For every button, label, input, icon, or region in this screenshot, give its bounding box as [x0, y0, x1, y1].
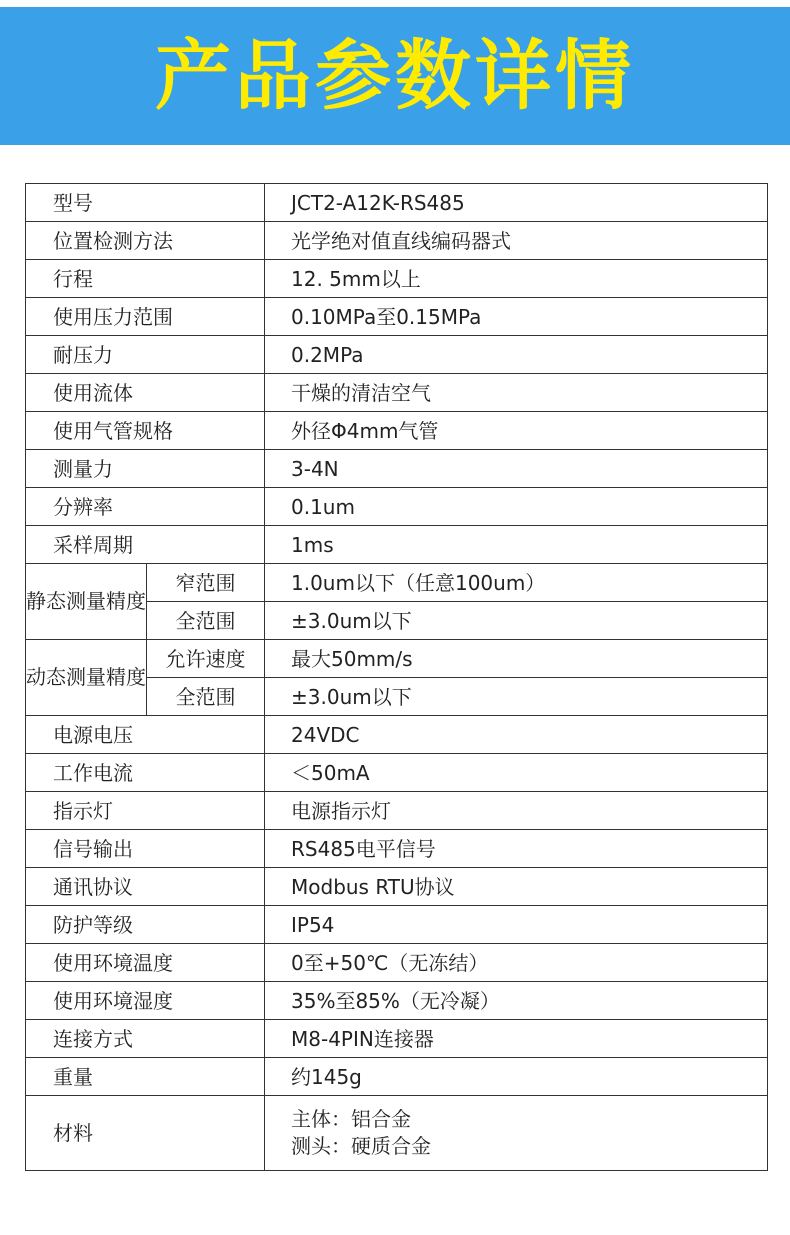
- spec-value: 最大50mm/s: [265, 640, 768, 678]
- table-row: [26, 792, 768, 830]
- table-row: [26, 716, 768, 754]
- spec-value: 光学绝对值直线编码器式: [265, 222, 768, 260]
- spec-sub-label: 窄范围: [147, 564, 265, 602]
- table-row: [26, 526, 768, 564]
- spec-label: 使用环境温度: [26, 944, 265, 982]
- table-row: [26, 564, 768, 602]
- table-row: [26, 260, 768, 298]
- spec-group-label: 静态测量精度: [26, 564, 147, 640]
- spec-label: 采样周期: [26, 526, 265, 564]
- spec-label: 材料: [26, 1096, 265, 1171]
- spec-table: [25, 183, 768, 1171]
- spec-value: 0.10MPa至0.15MPa: [265, 298, 768, 336]
- spec-label: 使用流体: [26, 374, 265, 412]
- spec-value: Modbus RTU协议: [265, 868, 768, 906]
- table-row: [26, 222, 768, 260]
- spec-label: 信号输出: [26, 830, 265, 868]
- spec-label: 使用环境湿度: [26, 982, 265, 1020]
- spec-sub-label: 全范围: [147, 602, 265, 640]
- spec-value: 0.1um: [265, 488, 768, 526]
- table-row: [26, 184, 768, 222]
- spec-value: 1ms: [265, 526, 768, 564]
- spec-label: 连接方式: [26, 1020, 265, 1058]
- spec-label: 通讯协议: [26, 868, 265, 906]
- spec-sub-label: 全范围: [147, 678, 265, 716]
- material-line: 测头：硬质合金: [291, 1134, 431, 1158]
- table-row: [26, 944, 768, 982]
- spec-label: 测量力: [26, 450, 265, 488]
- spec-label: 重量: [26, 1058, 265, 1096]
- spec-value: 外径Φ4mm气管: [265, 412, 768, 450]
- spec-label: 耐压力: [26, 336, 265, 374]
- spec-value: JCT2-A12K-RS485: [265, 184, 768, 222]
- spec-label: 分辨率: [26, 488, 265, 526]
- table-row: [26, 982, 768, 1020]
- header-banner: [0, 7, 790, 145]
- spec-sub-label: 允许速度: [147, 640, 265, 678]
- spec-value: ＜50mA: [265, 754, 768, 792]
- spec-label: 使用气管规格: [26, 412, 265, 450]
- table-row: [26, 412, 768, 450]
- table-row: [26, 754, 768, 792]
- table-row: [26, 1096, 768, 1171]
- table-row: [26, 374, 768, 412]
- spec-label: 使用压力范围: [26, 298, 265, 336]
- spec-value: RS485电平信号: [265, 830, 768, 868]
- table-row: [26, 868, 768, 906]
- spec-label: 工作电流: [26, 754, 265, 792]
- spec-value: [265, 1096, 768, 1171]
- spec-value: IP54: [265, 906, 768, 944]
- spec-label: 行程: [26, 260, 265, 298]
- table-row: [26, 1058, 768, 1096]
- spec-value: 干燥的清洁空气: [265, 374, 768, 412]
- table-row: [26, 640, 768, 678]
- material-line: 主体：铝合金: [291, 1107, 411, 1131]
- spec-value: 35%至85%（无冷凝）: [265, 982, 768, 1020]
- spec-value: 0至+50℃（无冻结）: [265, 944, 768, 982]
- spec-label: 防护等级: [26, 906, 265, 944]
- spec-group-label: 动态测量精度: [26, 640, 147, 716]
- spec-label: 指示灯: [26, 792, 265, 830]
- table-row: [26, 450, 768, 488]
- spec-label: 位置检测方法: [26, 222, 265, 260]
- spec-label: 电源电压: [26, 716, 265, 754]
- page-title: 产品参数详情: [155, 31, 635, 120]
- table-row: [26, 830, 768, 868]
- spec-value: ±3.0um以下: [265, 602, 768, 640]
- spec-value: 0.2MPa: [265, 336, 768, 374]
- table-row: [26, 488, 768, 526]
- spec-value: 约145g: [265, 1058, 768, 1096]
- spec-value: 3-4N: [265, 450, 768, 488]
- table-row: [26, 906, 768, 944]
- spec-value: 24VDC: [265, 716, 768, 754]
- table-row: [26, 1020, 768, 1058]
- spec-label: 型号: [26, 184, 265, 222]
- spec-value: 12. 5mm以上: [265, 260, 768, 298]
- spec-value: 1.0um以下（任意100um）: [265, 564, 768, 602]
- table-row: [26, 298, 768, 336]
- table-row: [26, 336, 768, 374]
- spec-value: 电源指示灯: [265, 792, 768, 830]
- spec-value: M8-4PIN连接器: [265, 1020, 768, 1058]
- spec-value: ±3.0um以下: [265, 678, 768, 716]
